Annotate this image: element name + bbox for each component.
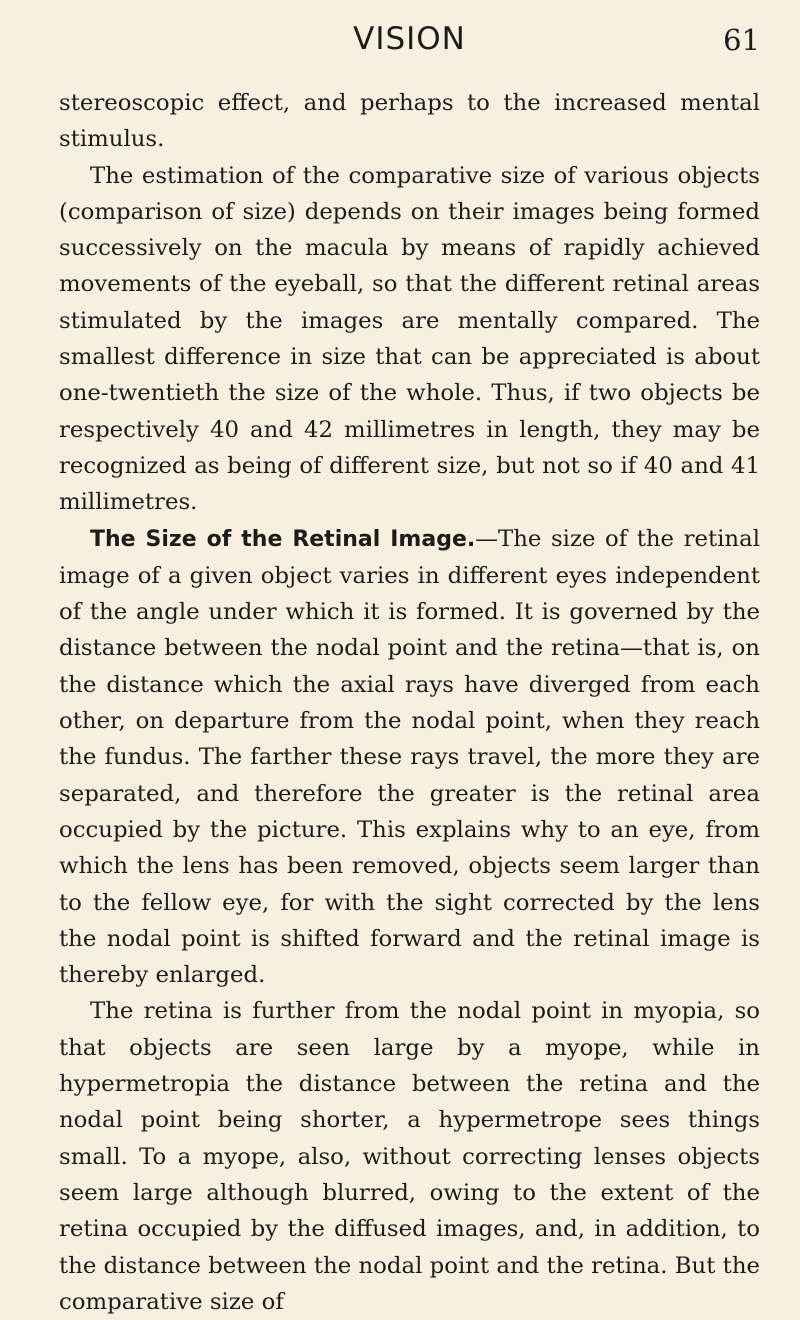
page-number: 61 [723, 23, 760, 57]
running-head [59, 0, 760, 57]
paragraph-text: —The size of the retinal image of a given object varies in different eyes independent of the angle under which it is formed. It is governed by the distance between the nodal point and the retina—that is, on the distance which the axial rays have diverged from each other, on departure from the nodal point, when they reach the fundus. The farther these rays travel, the more they are separated, and therefore the greater is the retinal area occupied by the picture. This explains why to an eye, from which the lens has been removed, objects seem larger than to the fellow eye, for with the sight corrected by the lens the nodal point is shifted forward and the retinal image is thereby enlarged. [59, 525, 760, 989]
section-heading: The Size of the Retinal Image. [90, 526, 476, 552]
body-text [59, 85, 760, 1320]
paragraph-comparison-of-size: The estimation of the comparative size of various objects (comparison of size) depends on their images being formed successively on the macula by means of rapidly achieved movements of the eyeball, so that the different retinal areas stimulated by the images are mentally compared. The smallest difference in size that can be appreciated is about one-twentieth the size of the whole. Thus, if two objects be respectively 40 and 42 millimetres in length, they may be recognized as being of different size, but not so if 40 and 41 millimetres. [59, 162, 760, 516]
paragraph-retinal-image-size [59, 521, 760, 994]
paragraph-continuation: stereoscopic effect, and perhaps to the increased mental stimulus. [59, 90, 760, 153]
paragraph-myopia-hypermetropia: The retina is further from the nodal point in myopia, so that objects are seen large by a myope, while in hypermetropia the distance between the retina and the nodal point being shorter, a hypermetrope sees things small. To a myope, also, without correcting lenses objects seem large although blurred, owing to the extent of the retina occupied by the diffused images, and, in addition, to the distance between the nodal point and the retina. But the comparative size of [59, 998, 760, 1315]
running-title: VISION [353, 21, 466, 57]
